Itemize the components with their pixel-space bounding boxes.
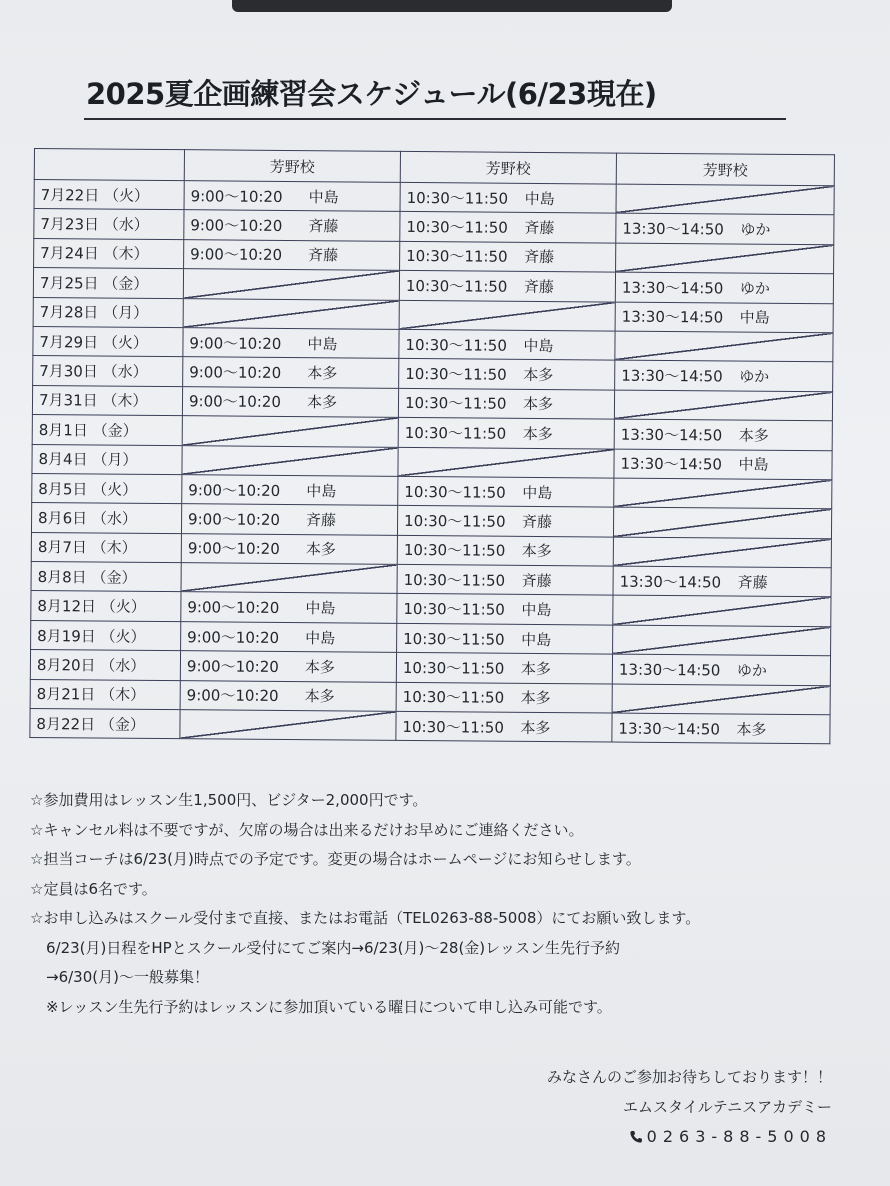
- slot-cell: [400, 182, 616, 213]
- slot-coach: 本多: [307, 364, 338, 383]
- slot-coach: ゆか: [739, 367, 770, 386]
- date-cell: 7月23日 （水）: [34, 209, 184, 240]
- slot-time: 10:30〜11:50: [403, 629, 505, 649]
- slot-cell: [183, 328, 399, 359]
- slot-time: 13:30〜14:50: [618, 719, 720, 739]
- slot-coach: 本多: [738, 426, 769, 445]
- empty-slot-cell: [399, 300, 615, 331]
- slot-coach: 中島: [305, 628, 336, 647]
- slot-cell: [181, 533, 397, 564]
- date-cell: 8月12日 （火）: [31, 591, 181, 622]
- slot-coach: 中島: [308, 187, 339, 207]
- slot-coach: 中島: [523, 336, 554, 355]
- slot-cell: [396, 711, 612, 742]
- slot-cell: [397, 506, 613, 537]
- slot-coach: 斉藤: [523, 277, 555, 296]
- slot-cell: [182, 386, 398, 417]
- slot-time: 13:30〜14:50: [621, 366, 723, 386]
- slot-time: 13:30〜14:50: [618, 660, 721, 680]
- date-cell: 8月4日 （月）: [32, 444, 182, 475]
- slot-time: 9:00〜10:20: [187, 598, 280, 618]
- slot-coach: 本多: [522, 424, 553, 443]
- slot-cell: [184, 239, 400, 270]
- slot-time: 10:30〜11:50: [402, 688, 505, 708]
- empty-slot-cell: [613, 596, 831, 627]
- slot-coach: ゆか: [740, 220, 771, 239]
- slot-cell: [397, 535, 613, 566]
- slot-coach: 中島: [307, 334, 338, 354]
- empty-slot-cell: [182, 445, 398, 476]
- slot-cell: [180, 680, 396, 711]
- date-cell: 7月22日 （火）: [34, 180, 184, 211]
- slot-cell: [616, 213, 834, 244]
- slot-cell: [183, 357, 399, 388]
- slot-time: 10:30〜11:50: [402, 658, 505, 678]
- slot-coach: 中島: [739, 308, 770, 328]
- slot-coach: ゆか: [739, 279, 771, 298]
- schedule-table: [29, 148, 835, 745]
- table-row: [30, 709, 830, 745]
- empty-slot-cell: [398, 447, 614, 478]
- slot-time: 9:00〜10:20: [187, 539, 280, 559]
- slot-coach: 中島: [522, 483, 553, 502]
- slot-time: 9:00〜10:20: [186, 686, 279, 706]
- slot-cell: [396, 682, 612, 713]
- slot-coach: 斉藤: [306, 511, 337, 530]
- slot-coach: 本多: [304, 687, 335, 706]
- slot-coach: 本多: [520, 659, 552, 679]
- date-cell: 8月7日 （木）: [31, 532, 181, 563]
- slot-time: 10:30〜11:50: [404, 482, 506, 502]
- slot-time: 9:00〜10:20: [189, 363, 282, 382]
- slot-cell: [184, 181, 400, 212]
- sub-note-general: →6/30(月)〜一般募集！: [46, 968, 209, 986]
- date-cell: 8月22日 （金）: [30, 709, 180, 740]
- empty-slot-cell: [612, 684, 830, 715]
- slot-cell: [184, 210, 400, 241]
- date-cell: 7月31日 （木）: [32, 385, 182, 416]
- slot-time: 9:00〜10:20: [186, 657, 279, 676]
- slot-cell: [181, 622, 397, 653]
- note-application: ☆お申し込みはスクール受付まで直接、またはお電話（TEL0263-88-5008）にてお願い致します。: [30, 909, 701, 927]
- empty-slot-cell: [180, 710, 396, 741]
- slot-cell: [612, 713, 830, 744]
- date-cell: 7月25日 （金）: [33, 268, 183, 299]
- slot-cell: [398, 388, 614, 419]
- empty-slot-cell: [614, 478, 832, 509]
- empty-slot-cell: [616, 184, 834, 215]
- slot-cell: [398, 417, 614, 448]
- slot-cell: [399, 359, 615, 390]
- slot-cell: [399, 271, 615, 302]
- slot-cell: [397, 564, 613, 595]
- slot-time: 9:00〜10:20: [187, 627, 280, 647]
- slot-cell: [615, 360, 833, 391]
- header-date: [34, 149, 184, 181]
- date-cell: 8月1日 （金）: [32, 415, 182, 446]
- empty-slot-cell: [614, 390, 832, 421]
- slot-cell: [615, 302, 833, 333]
- phone-number: 0263-88-5008: [646, 1127, 832, 1146]
- slot-time: 9:00〜10:20: [188, 392, 282, 412]
- closing-section: [547, 1062, 832, 1152]
- slot-cell: [614, 449, 832, 480]
- organization-name: エムスタイルテニスアカデミー: [623, 1098, 832, 1116]
- clipboard-clip: [232, 0, 672, 12]
- header-school-1: 芳野校: [184, 150, 400, 183]
- slot-coach: ゆか: [736, 661, 768, 680]
- slot-coach: 本多: [523, 365, 554, 385]
- slot-time: 10:30〜11:50: [406, 188, 509, 208]
- slot-coach: 本多: [736, 720, 767, 739]
- slot-time: 13:30〜14:50: [620, 425, 723, 445]
- notes-section: [30, 786, 870, 1022]
- note-coach: ☆担当コーチは6/23(月)時点での予定です。変更の場合はホームページにお知らせします。: [30, 850, 641, 868]
- slot-time: 9:00〜10:20: [190, 216, 283, 236]
- slot-time: 13:30〜14:50: [620, 454, 723, 474]
- date-cell: 8月21日 （木）: [30, 679, 180, 710]
- empty-slot-cell: [183, 269, 399, 300]
- slot-time: 9:00〜10:20: [189, 333, 282, 353]
- slot-coach: 中島: [521, 600, 552, 620]
- slot-time: 10:30〜11:50: [403, 541, 506, 561]
- slot-time: 10:30〜11:50: [405, 335, 508, 355]
- slot-time: 13:30〜14:50: [622, 219, 724, 239]
- slot-time: 10:30〜11:50: [406, 218, 508, 237]
- sub-note-priority: ※レッスン生先行予約はレッスンに参加頂いている曜日について申し込み可能です。: [46, 997, 612, 1016]
- slot-cell: [614, 419, 832, 450]
- empty-slot-cell: [613, 625, 831, 656]
- empty-slot-cell: [183, 298, 399, 329]
- slot-coach: 本多: [305, 540, 336, 559]
- closing-message: みなさんのご参加お待ちしております！！: [546, 1068, 832, 1086]
- slot-coach: 斉藤: [737, 573, 768, 592]
- slot-coach: 中島: [524, 189, 555, 208]
- slot-cell: [613, 566, 831, 597]
- empty-slot-cell: [182, 416, 398, 447]
- slot-coach: 斉藤: [524, 248, 555, 267]
- slot-coach: 本多: [521, 542, 552, 561]
- slot-cell: [181, 504, 397, 535]
- note-capacity: ☆定員は6名です。: [30, 879, 157, 898]
- slot-coach: 斉藤: [521, 571, 552, 590]
- slot-cell: [397, 623, 613, 654]
- slot-cell: [398, 476, 614, 507]
- slot-time: 9:00〜10:20: [188, 510, 281, 529]
- slot-time: 10:30〜11:50: [403, 600, 505, 619]
- empty-slot-cell: [616, 243, 834, 274]
- slot-coach: 中島: [738, 455, 769, 474]
- slot-time: 13:30〜14:50: [621, 307, 724, 327]
- slot-coach: 本多: [520, 718, 551, 737]
- note-fee: ☆参加費用はレッスン生1,500円、ビジター2,000円です。: [30, 791, 428, 809]
- slot-coach: 斉藤: [524, 218, 555, 238]
- slot-cell: [180, 651, 396, 682]
- title-underline: [84, 118, 786, 120]
- slot-cell: [182, 475, 398, 506]
- slot-coach: 本多: [522, 395, 554, 414]
- slot-time: 13:30〜14:50: [619, 572, 722, 592]
- slot-cell: [396, 653, 612, 684]
- slot-time: 10:30〜11:50: [405, 364, 507, 384]
- slot-cell: [400, 212, 616, 243]
- slot-time: 10:30〜11:50: [404, 511, 506, 531]
- slot-cell: [397, 594, 613, 625]
- slot-time: 10:30〜11:50: [402, 717, 505, 737]
- date-cell: 8月6日 （水）: [31, 503, 181, 534]
- slot-cell: [615, 272, 833, 303]
- date-cell: 8月5日 （火）: [32, 473, 182, 504]
- empty-slot-cell: [615, 331, 833, 362]
- slot-time: 10:30〜11:50: [403, 570, 506, 590]
- empty-slot-cell: [181, 563, 397, 594]
- page-title: 2025夏企画練習会スケジュール(6/23現在): [86, 77, 657, 111]
- slot-time: 10:30〜11:50: [404, 394, 507, 414]
- empty-slot-cell: [613, 507, 831, 538]
- slot-coach: 斉藤: [522, 512, 553, 532]
- slot-time: 9:00〜10:20: [188, 480, 281, 500]
- slot-time: 9:00〜10:20: [190, 186, 283, 206]
- date-cell: 7月30日 （水）: [33, 356, 183, 387]
- slot-coach: 本多: [520, 689, 551, 708]
- slot-coach: 本多: [306, 393, 338, 412]
- date-cell: 7月29日 （火）: [33, 326, 183, 357]
- schedule-body: [30, 180, 834, 745]
- phone-icon: [629, 1124, 643, 1138]
- note-cancel: ☆キャンセル料は不要ですが、欠席の場合は出来るだけお早めにご連絡ください。: [30, 820, 584, 839]
- slot-coach: 中島: [521, 630, 552, 649]
- date-cell: 7月28日 （月）: [33, 297, 183, 328]
- slot-coach: 斉藤: [308, 217, 339, 236]
- slot-coach: 本多: [304, 658, 336, 677]
- date-cell: 8月20日 （水）: [30, 650, 180, 681]
- slot-time: 10:30〜11:50: [404, 423, 507, 443]
- empty-slot-cell: [613, 537, 831, 568]
- slot-time: 9:00〜10:20: [190, 245, 283, 265]
- slot-cell: [399, 329, 615, 360]
- slot-coach: 中島: [305, 599, 336, 618]
- slot-time: 10:30〜11:50: [405, 276, 508, 296]
- slot-time: 10:30〜11:50: [406, 247, 508, 267]
- slot-cell: [400, 241, 616, 272]
- phone-line: [547, 1122, 832, 1152]
- slot-coach: 中島: [306, 481, 337, 500]
- sub-note-schedule: 6/23(月)日程をHPとスクール受付にてご案内→6/23(月)〜28(金)レッスン生先行予約: [46, 938, 621, 957]
- slot-coach: 斉藤: [308, 246, 339, 265]
- slot-cell: [612, 654, 830, 685]
- slot-time: 13:30〜14:50: [621, 278, 724, 298]
- header-school-2: 芳野校: [400, 151, 616, 184]
- slot-cell: [181, 592, 397, 623]
- date-cell: 8月19日 （火）: [31, 620, 181, 651]
- header-school-3: 芳野校: [616, 153, 834, 186]
- date-cell: 7月24日 （木）: [34, 238, 184, 269]
- date-cell: 8月8日 （金）: [31, 562, 181, 593]
